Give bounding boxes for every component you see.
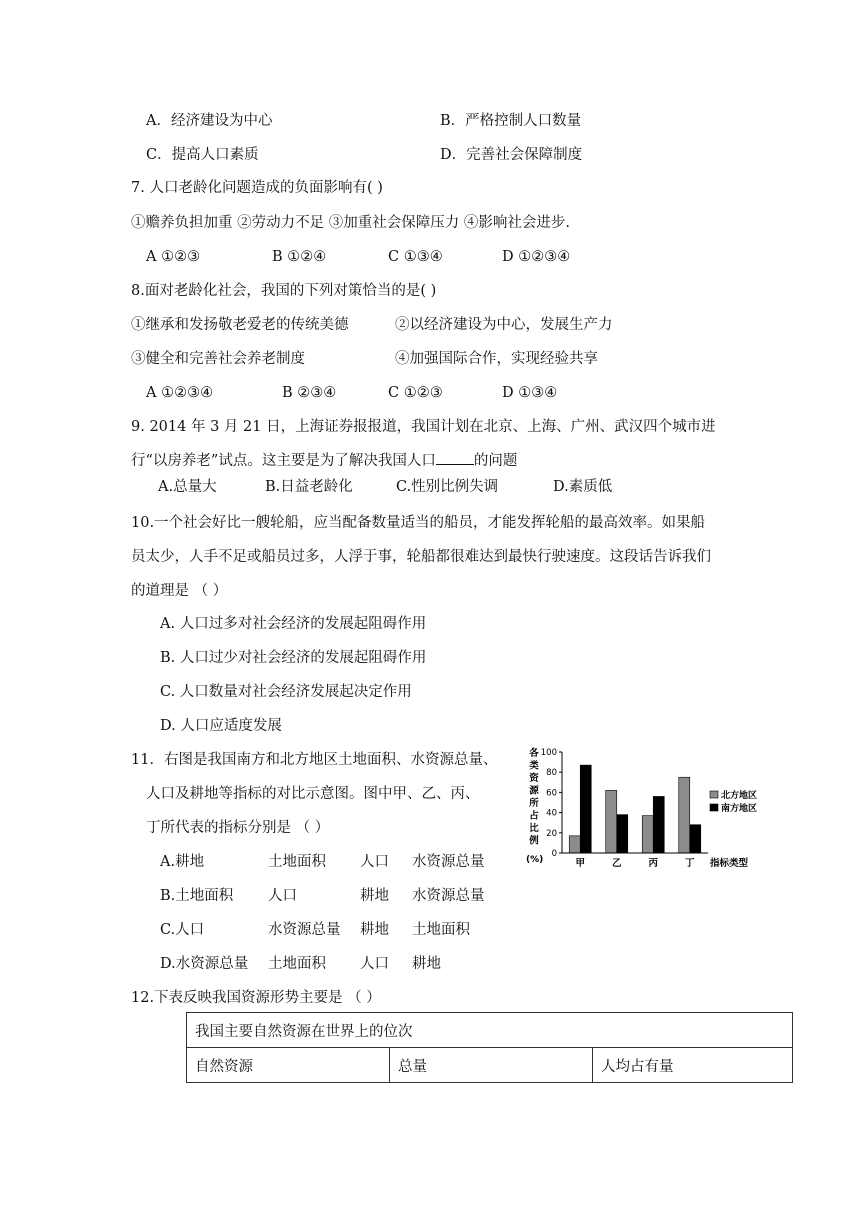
y-axis-unit: (%) [526,855,544,865]
legend-label: 北方地区 [721,791,758,801]
y-tick-label: 100 [540,748,557,758]
resource-ranking-table [186,1012,793,1083]
q9-option-c: C.性别比例失调 [396,479,499,495]
y-tick-label: 40 [546,808,557,819]
q6-option-c: C．提高人口素质 [146,147,259,163]
q10-line-2: 员太少，人手不足或船员过多，人浮于事，轮船都很难达到最快行驶速度。这段话告诉我们 [131,549,711,565]
q9-option-b: B.日益老龄化 [265,479,353,495]
q11-option-a-1: A.耕地 [160,854,205,870]
q7-option-c: C ①③④ [388,249,443,265]
y-tick-label: 0 [551,849,557,859]
q8-item-2: ②以经济建设为中心，发展生产力 [395,317,613,333]
q11-line-2: 人口及耕地等指标的对比示意图。图中甲、乙、丙、 [146,786,480,802]
q11-option-c-4: 土地面积 [412,922,470,938]
table-title-row [187,1013,793,1048]
q9-line-1: 9. 2014 年 3 月 21 日，上海证券报报道，我国计划在北京、上海、广州、武汉四个城市进 [131,419,716,435]
y-axis-label-char: 各 [529,748,539,759]
q10-option-b: B. 人口过少对社会经济的发展起阻碍作用 [160,650,427,666]
q11-line-1: 11．右图是我国南方和北方地区土地面积、水资源总量、 [131,752,498,768]
q11-option-a-4: 水资源总量 [412,854,485,870]
x-tick-label: 丙 [648,858,659,869]
q11-option-a-2: 土地面积 [268,854,326,870]
q11-option-c-1: C.人口 [160,922,205,938]
y-axis-label-char: 例 [529,835,539,847]
q8-stem: 8.面对老龄化社会，我国的下列对策恰当的是( ) [131,283,437,299]
y-tick-label: 80 [546,768,557,779]
y-axis-label-char: 源 [529,785,539,797]
q7-items: ①赡养负担加重 ②劳动力不足 ③加重社会保障压力 ④影响社会进步. [131,215,570,231]
bar-north-2 [642,816,653,853]
bar-north-1 [606,790,617,853]
y-axis-label-char: 资 [529,773,539,784]
q11-option-d-3: 人口 [360,956,389,972]
x-tick-label: 甲 [575,858,586,869]
q8-item-4: ④加强国际合作，实现经验共享 [395,351,598,367]
table-header-cell: 总量 [390,1048,593,1083]
legend-swatch [710,791,718,798]
y-axis-label-char: 类 [529,760,539,772]
q10-option-d: D. 人口应适度发展 [160,718,282,734]
q11-option-d-1: D.水资源总量 [160,956,249,972]
x-axis-label: 指标类型 [710,858,749,869]
q9-line-2 [131,450,517,471]
q7-option-a: A ①②③ [146,249,201,265]
q6-option-b: B．严格控制人口数量 [440,113,582,129]
q12-stem: 12.下表反映我国资源形势主要是 （ ） [131,990,381,1006]
resource-comparison-chart [512,742,772,874]
table-header-row [187,1048,793,1083]
q7-option-d: D ①②③④ [502,249,571,265]
x-tick-label: 乙 [611,858,622,869]
q7-stem: 7. 人口老龄化问题造成的负面影响有( ) [131,180,383,196]
q8-option-b: B ②③④ [282,385,337,401]
q11-option-d-2: 土地面积 [268,956,326,972]
bar-south-2 [653,796,664,853]
q6-option-d: D．完善社会保障制度 [440,147,583,163]
q8-option-d: D ①③④ [502,385,558,401]
legend-swatch [710,804,718,811]
q9-line-2-pre: 行“以房养老”试点。这主要是为了解决我国人口 [131,453,436,469]
q8-item-3: ③健全和完善社会养老制度 [131,351,305,367]
q11-option-b-2: 人口 [268,888,297,904]
y-tick-label: 20 [546,828,557,839]
answer-blank [436,450,474,465]
chart-legend [710,789,757,814]
q10-line-1: 10.一个社会好比一艘轮船，应当配备数量适当的船员，才能发挥轮船的最高效率。如果船 [131,515,706,531]
bar-south-0 [580,765,591,853]
q9-option-d: D.素质低 [553,479,613,495]
q11-option-b-1: B.土地面积 [160,888,234,904]
q8-option-c: C ①②③ [388,385,443,401]
q7-option-b: B ①②④ [272,249,327,265]
q6-option-a: A．经济建设为中心 [146,113,273,129]
y-axis-label [529,747,539,847]
table-header-cell: 人均占有量 [593,1048,793,1083]
q9-option-a: A.总量大 [158,479,217,495]
q9-line-2-post: 的问题 [473,453,518,469]
bar-south-1 [617,815,628,853]
bar-north-0 [569,836,580,853]
q11-option-c-2: 水资源总量 [268,922,341,938]
q11-option-b-4: 水资源总量 [412,888,485,904]
y-axis-label-char: 比 [529,823,539,834]
table-title: 我国主要自然资源在世界上的位次 [187,1013,793,1048]
q11-option-b-3: 耕地 [360,888,389,904]
table-header-cell: 自然资源 [187,1048,390,1083]
q11-line-3: 丁所代表的指标分别是 （ ） [146,820,330,836]
y-axis-label-char: 所 [529,798,539,809]
q11-option-a-3: 人口 [360,854,389,870]
bar-south-3 [690,825,701,853]
q10-option-c: C. 人口数量对社会经济发展起决定作用 [160,684,412,700]
x-tick-label: 丁 [684,858,695,869]
q11-option-c-3: 耕地 [360,922,389,938]
y-tick-label: 60 [546,788,557,799]
legend-label: 南方地区 [721,804,758,814]
q10-option-a: A. 人口过多对社会经济的发展起阻碍作用 [160,616,427,632]
y-axis-label-char: 占 [529,810,539,822]
bar-north-3 [679,777,690,853]
q8-item-1: ①继承和发扬敬老爱老的传统美德 [131,317,349,333]
q10-line-3: 的道理是 （ ） [131,583,228,599]
q11-option-d-4: 耕地 [412,956,441,972]
q8-option-a: A ①②③④ [146,385,214,401]
